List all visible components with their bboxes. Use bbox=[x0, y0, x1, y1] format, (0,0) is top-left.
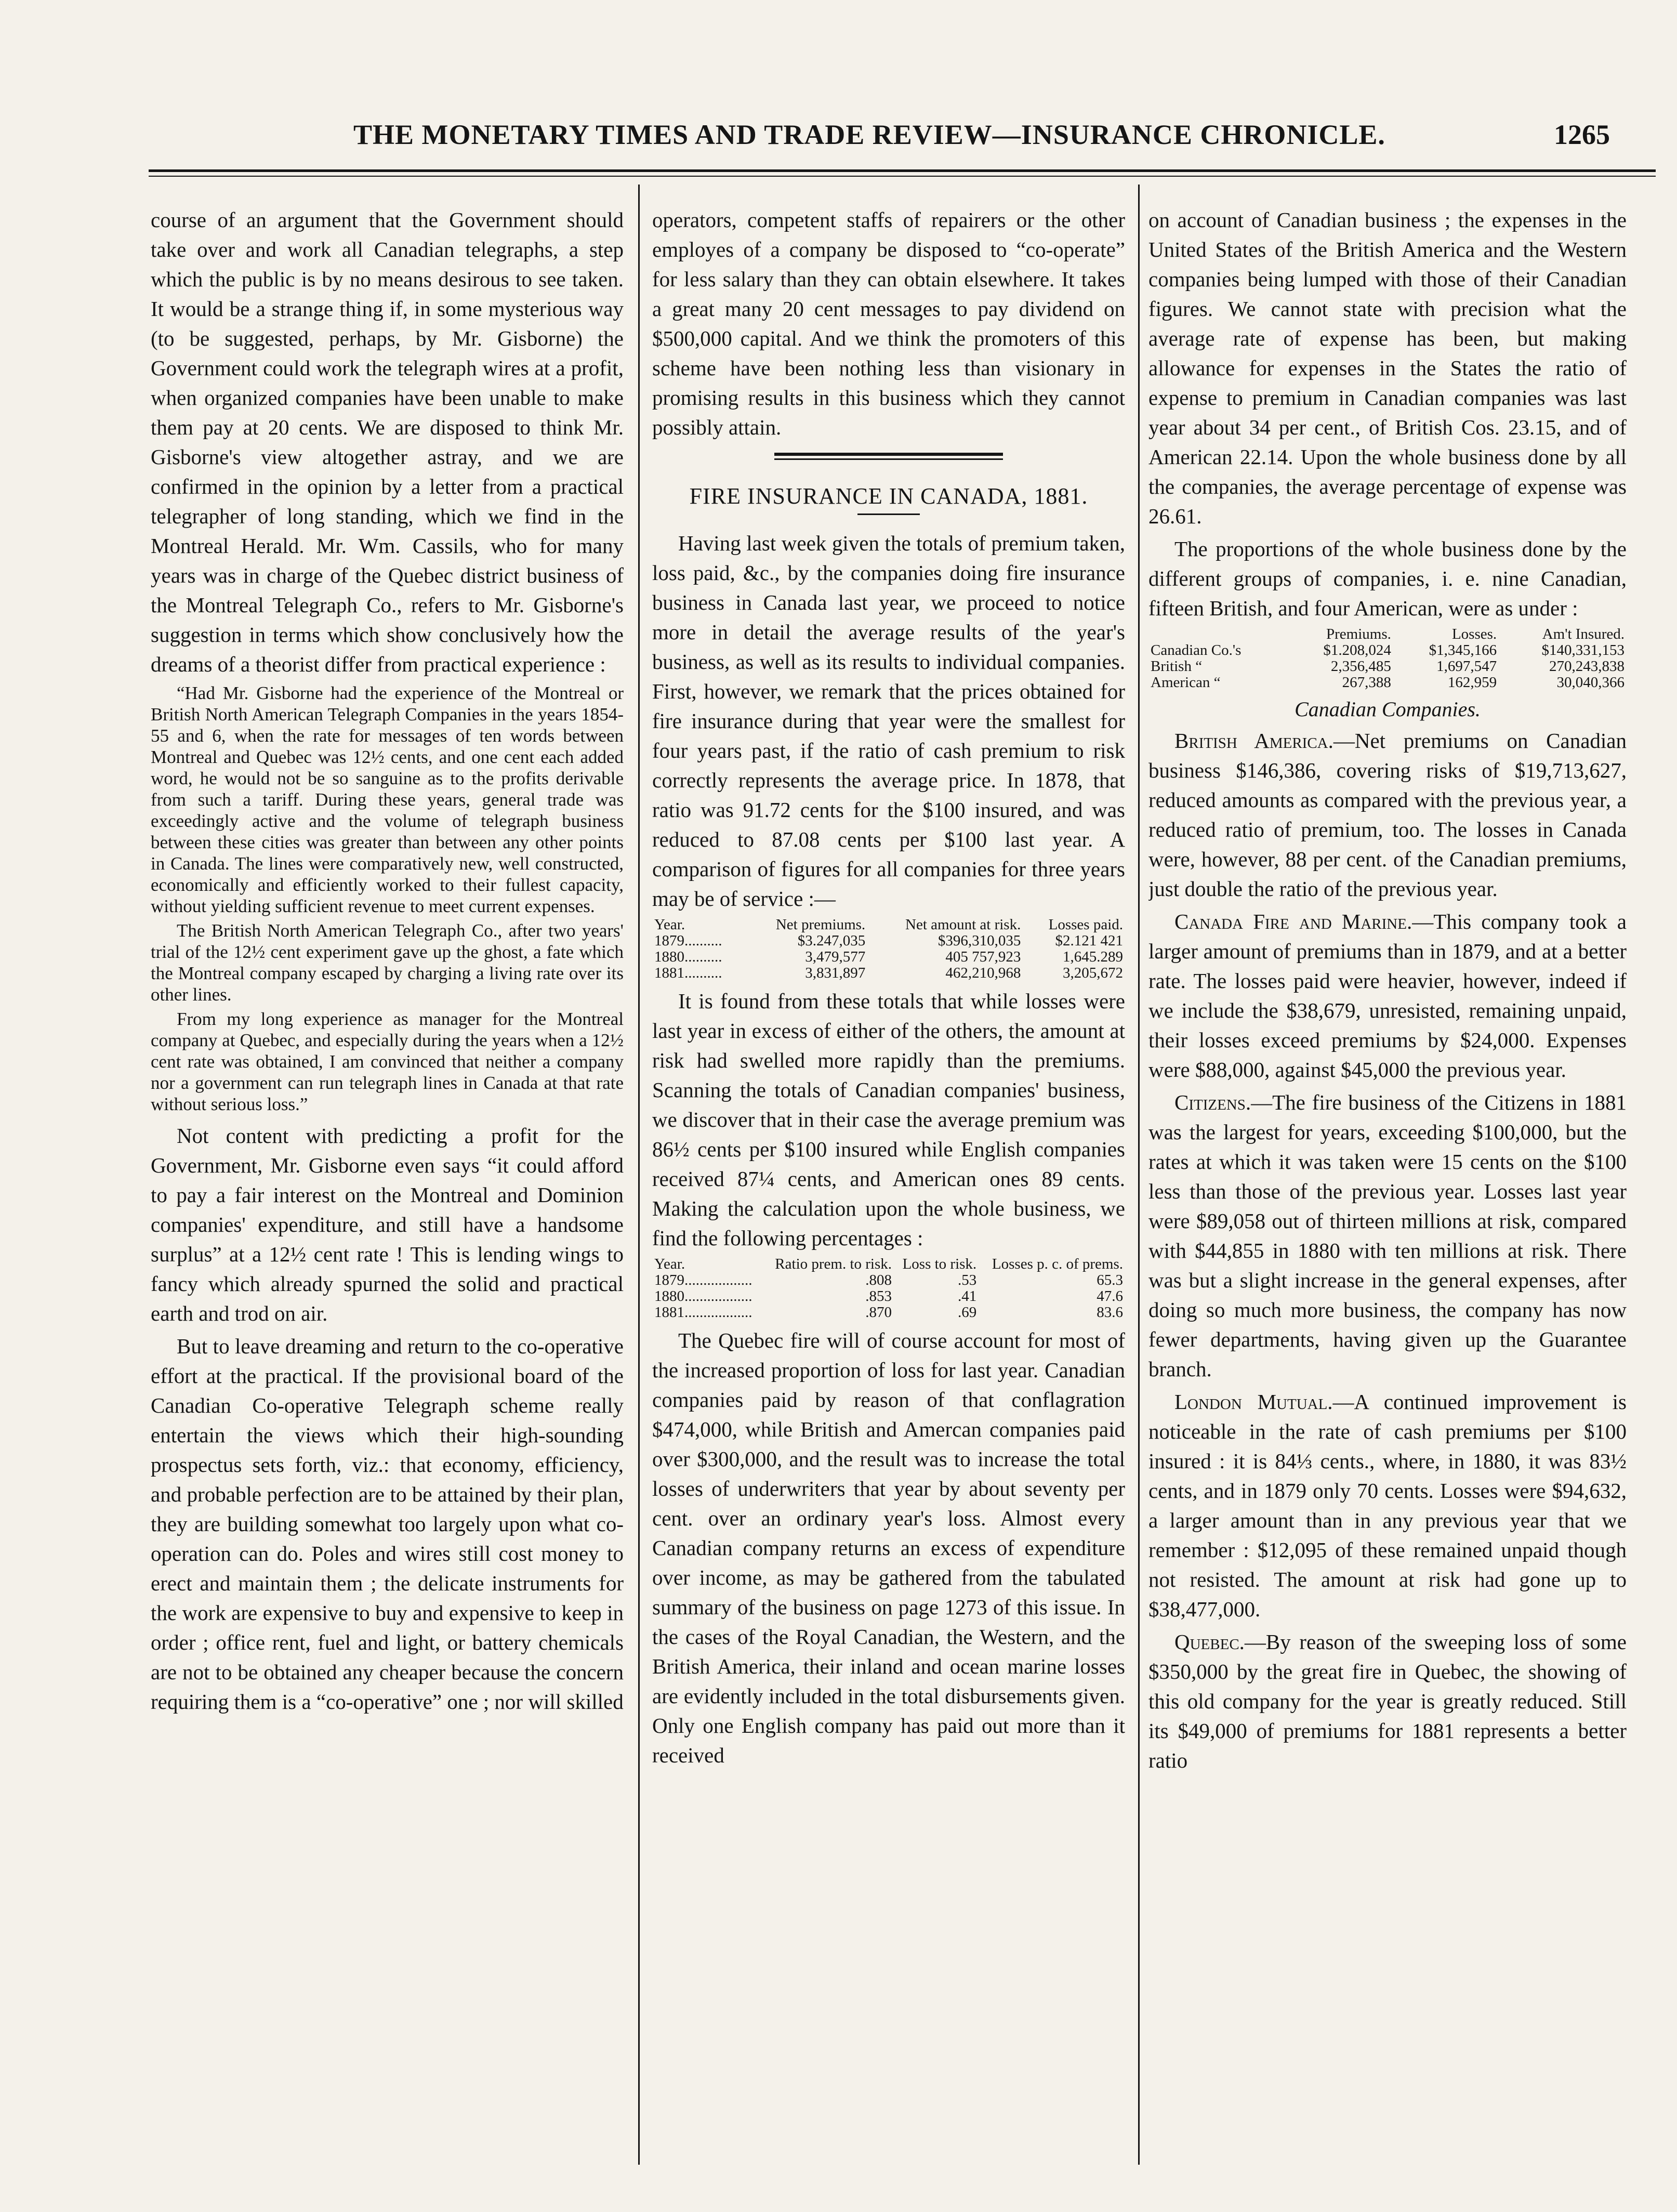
table-cell: .53 bbox=[957, 1272, 977, 1288]
column-2 bbox=[652, 205, 1125, 2180]
table-header bbox=[1148, 626, 1288, 642]
heading-rule bbox=[857, 514, 920, 515]
table-cell: 1,645.289 bbox=[1063, 949, 1123, 965]
table-cell: $396,310,035 bbox=[937, 932, 1021, 949]
table-cell: .69 bbox=[957, 1304, 977, 1321]
table-row bbox=[652, 949, 1125, 965]
table-cell: 47.6 bbox=[1097, 1288, 1123, 1305]
company-name: Canada Fire and Marine. bbox=[1174, 910, 1412, 933]
table-cell: $3.247,035 bbox=[797, 932, 866, 949]
table-header: Loss to risk. bbox=[902, 1256, 977, 1272]
paragraph: operators, competent staffs of repairers or the other employes of a company be disposed to “co-operate” for less salary than they can obtain elsewhere. It takes a great many 20 cent messages to pay dividend on $500,000 capital. And we think the promoters of this scheme have been nothing less than visionary in promising results in this business which they cannot possibly attain. bbox=[652, 208, 1125, 439]
paragraph: It is found from these totals that while losses were last year in excess of either of the others, the amount at risk had swelled more rapidly than the premiums. Scanning the totals of Canadian companies' business, we discover that in their case the average premium was 86½ cents per $100 insured while English companies received 87¼ cents, and American ones 89 cents. Making the calculation upon the whole business, we find the following percentages : bbox=[652, 989, 1125, 1250]
paragraph bbox=[1148, 1627, 1627, 1775]
article-heading: FIRE INSURANCE IN CANADA, 1881. bbox=[689, 483, 1088, 509]
paragraph: on account of Canadian business ; the expenses in the United States of the British America and the Western companies being lumped with those of their Canadian figures. We cannot state with precision what the average rate of expense has been, but making allowance for expenses in the States the ratio of expense to premium in Canadian companies was last year about 34 per cent., of British Cos. 23.15, and of American 22.14. Upon the whole business done by all the companies, the average percentage of expense was 26.61. bbox=[1148, 208, 1627, 528]
paragraph: The proportions of the whole business done by the different groups of companies, i. e. nine Canadian, fifteen British, and four American, were as under : bbox=[1148, 537, 1627, 620]
paragraph: The Quebec fire will of course account for most of the increased proportion of loss for last year. Canadian companies paid by reason of that conflagration $474,000, while British and Amercan companies paid over $300,000, and the result was to increase the total losses of underwriters that year by about seventy per cent. over an ordinary year's loss. Almost every Canadian company returns an excess of expenditure over income, as may be gathered from the tabulated summary of the business on page 1273 of this issue. In the cases of the Royal Canadian, the Western, and the British America, their inland and ocean marine losses are evidently included in the total disbursements given. Only one English company has paid out more than it received bbox=[652, 1328, 1125, 1767]
company-name: Citizens. bbox=[1174, 1090, 1251, 1114]
table-header: Am't Insured. bbox=[1542, 626, 1625, 642]
table-cell: 267,388 bbox=[1342, 674, 1391, 691]
table-row bbox=[652, 1272, 1125, 1288]
letter-quote bbox=[151, 682, 624, 1115]
table-cell: 3,205,672 bbox=[1063, 965, 1123, 981]
table-header: Ratio prem. to risk. bbox=[775, 1256, 892, 1272]
paragraph-body: —The fire business of the Citizens in 1881 was the largest for years, exceeding $100,000, but the rates at which it was taken were 15 cents on the $100 less than those of the previous year. Losses last year were $89,058 out of thirteen millions at risk, compared with $44,855 in 1880 with ten millions at risk. There was but a slight increase in the general expenses, after doing so much more business, the company has now fewer departments, having given up the Guarantee branch. bbox=[1148, 1090, 1627, 1381]
table-cell: 83.6 bbox=[1097, 1304, 1123, 1321]
table-cell: .41 bbox=[957, 1288, 977, 1305]
table-cell: $1,345,166 bbox=[1429, 642, 1497, 659]
quote-paragraph: The British North American Telegraph Co., after two years' trial of the 12½ cent experiment gave up the ghost, a fate which the Montreal company escaped by charging a living rate over its other lines. bbox=[151, 920, 624, 1005]
table-header: Losses p. c. of prems. bbox=[992, 1256, 1123, 1272]
table-cell: 270,243,838 bbox=[1549, 658, 1625, 675]
table-header: Premiums. bbox=[1326, 626, 1391, 642]
table-cell: British “ bbox=[1151, 658, 1203, 675]
table-cell: .808 bbox=[865, 1272, 892, 1288]
table-cell: 30,040,366 bbox=[1556, 674, 1625, 691]
table-cell: 2,356,485 bbox=[1330, 658, 1391, 675]
paragraph bbox=[1148, 726, 1627, 904]
table-cell: 1881.......... bbox=[654, 965, 722, 981]
table-cell: 3,479,577 bbox=[805, 949, 866, 965]
table-header: Net amount at risk. bbox=[905, 916, 1021, 933]
paragraph-body: —Net premiums on Canadian business $146,386, covering risks of $19,713,627, reduced amounts as compared with the previous year, a reduced ratio of premium, too. The losses in Canada were, however, 88 per cent. of the Canadian premiums, just double the ratio of the previous year. bbox=[1148, 729, 1627, 901]
quote-paragraph: From my long experience as manager for the Montreal company at Quebec, and especially during the years when a 12½ cent rate was obtained, I am convinced that neither a company nor a government can run telegraph lines in Canada at that rate without serious loss.” bbox=[151, 1009, 624, 1114]
page-number: 1265 bbox=[1554, 119, 1610, 150]
table-row bbox=[652, 1305, 1125, 1321]
paragraph: Not content with predicting a profit for the Government, Mr. Gisborne even says “it could afford to pay a fair interest on the Montreal and Dominion companies' expenditure, and still have a handsome surplus” at a 12½ cent rate ! This is lending wings to fancy which already spurned the solid and practical earth and trod on air. bbox=[151, 1124, 624, 1325]
table-cell: 1880.................. bbox=[654, 1288, 752, 1305]
table-cell: 1879.................. bbox=[654, 1272, 752, 1288]
paragraph-body: —This company took a larger amount of premiums than in 1879, and at a better rate. The losses paid were heavier, however, indeed if we include the $38,679, unresisted, remaining unpaid, their losses exceed premiums by $24,000. Expenses were $88,000, against $45,000 the previous year. bbox=[1148, 910, 1627, 1082]
table-cell: 65.3 bbox=[1097, 1272, 1123, 1288]
table-row bbox=[1148, 659, 1627, 675]
paragraph bbox=[1148, 1088, 1627, 1384]
table-header: Net premiums. bbox=[775, 916, 866, 933]
table-row bbox=[652, 1288, 1125, 1305]
table-row bbox=[1148, 675, 1627, 691]
paragraph bbox=[1148, 907, 1627, 1085]
header-rule-thick bbox=[149, 169, 1656, 172]
table-cell: 3,831,897 bbox=[805, 965, 866, 981]
table-cell: .853 bbox=[865, 1288, 892, 1305]
table-header: Losses. bbox=[1451, 626, 1497, 642]
company-groups-table bbox=[1148, 626, 1627, 691]
table-header: Year. bbox=[654, 916, 685, 933]
three-year-comparison-table bbox=[652, 917, 1125, 981]
table-cell: .870 bbox=[865, 1304, 892, 1321]
paragraph-body: —By reason of the sweeping loss of some $350,000 by the great fire in Quebec, the showing of this old company for the year is greatly reduced. Still its $49,000 of premiums for 1881 represents a better ratio bbox=[1148, 1630, 1627, 1772]
table-cell: 1,697,547 bbox=[1436, 658, 1497, 675]
paragraph: course of an argument that the Government should take over and work all Canadian telegraphs, a step which the public is by no means desirous to see taken. It would be a strange thing if, in some mysterious way (to be suggested, perhaps, by Mr. Gisborne) the Government could work the telegraph wires at a profit, when organized companies have been unable to make them pay at 20 cents. We are disposed to think Mr. Gisborne's view altogether astray, and we are confirmed in the opinion by a letter from a practical telegrapher of long standing, which we find in the Montreal Herald. Mr. Wm. Cassils, who for many years was in charge of the Quebec district business of the Montreal Telegraph Co., refers to Mr. Gisborne's suggestion in terms which show conclusively how the dreams of a theorist differ from practical experience : bbox=[151, 208, 624, 676]
percentages-table bbox=[652, 1256, 1125, 1321]
paragraph bbox=[1148, 1387, 1627, 1624]
section-caption: Canadian Companies. bbox=[1295, 697, 1481, 721]
table-cell: 462,210,968 bbox=[945, 965, 1021, 981]
paragraph-body: —A continued improvement is noticeable in the rate of cash premiums per $100 insured : it is 84⅓ cents., where, in 1880, it was 83½ cents, and in 1879 only 70 cents. Losses were $94,632, a larger amount than in any previous year that we remember : $12,095 of these remained unpaid though not resisted. The amount at risk had gone up to $38,477,000. bbox=[1148, 1390, 1627, 1621]
table-cell: 1880.......... bbox=[654, 949, 722, 965]
table-cell: 1879.......... bbox=[654, 932, 722, 949]
table-header: Losses paid. bbox=[1048, 916, 1123, 933]
table-cell: $140,331,153 bbox=[1541, 642, 1625, 659]
table-row bbox=[1148, 642, 1627, 659]
table-cell: 1881.................. bbox=[654, 1304, 752, 1321]
table-cell: Canadian Co.'s bbox=[1151, 642, 1242, 659]
table-cell: 405 757,923 bbox=[945, 949, 1021, 965]
column-divider-2 bbox=[1138, 185, 1140, 2165]
company-name: London Mutual. bbox=[1174, 1390, 1333, 1414]
table-cell: $2.121 421 bbox=[1055, 932, 1123, 949]
quote-paragraph: “Had Mr. Gisborne had the experience of the Montreal or British North American Telegraph Companies in the years 1854-55 and 6, when the rate for messages of ten words between Montreal and Quebec was 12½ cents, and one cent each added word, he would not be so sanguine as to the profits derivable from such a tariff. During these years, general trade was exceedingly active and the volume of telegraph business between these cities was greater than between any other points in Canada. The lines were comparatively new, well constructed, economically and efficiently worked to their fullest capacity, without yielding sufficient revenue to meet current expenses. bbox=[151, 683, 624, 916]
company-name: Quebec. bbox=[1174, 1630, 1245, 1654]
table-cell: 162,959 bbox=[1447, 674, 1497, 691]
table-row bbox=[652, 933, 1125, 949]
running-head: THE MONETARY TIMES AND TRADE REVIEW—INSURANCE CHRONICLE. bbox=[353, 119, 1385, 150]
header-rule-thin bbox=[149, 176, 1656, 177]
company-name: British America. bbox=[1174, 729, 1333, 753]
table-header: Year. bbox=[654, 1256, 685, 1272]
table-row bbox=[652, 965, 1125, 981]
table-cell: $1.208,024 bbox=[1323, 642, 1391, 659]
paragraph: But to leave dreaming and return to the co-operative effort at the practical. If the provisional board of the Canadian Co-operative Telegraph scheme really entertain the views which their high-sounding prospectus sets forth, viz.: that economy, efficiency, and probable perfection are to be attained by their plan, they are building somewhat too largely upon what co-operation can do. Poles and wires still cost money to erect and maintain them ; the delicate instruments for the work are expensive to buy and expensive to keep in order ; office rent, fuel and light, or battery chemicals are not to be obtained any cheaper because the concern requiring them is a “co-operative” one ; nor will skilled bbox=[151, 1334, 624, 1714]
column-1 bbox=[151, 205, 624, 2180]
table-cell: American “ bbox=[1151, 674, 1221, 691]
column-divider-1 bbox=[638, 185, 640, 2165]
column-3 bbox=[1148, 205, 1627, 2180]
paragraph: Having last week given the totals of premium taken, loss paid, &c., by the companies doing fire insurance business in Canada last year, we proceed to notice more in detail the average results of the year's business, as well as its results to individual companies. First, however, we remark that the prices obtained for fire insurance during that year were the smallest for four years past, if the ratio of cash premium to risk correctly represents the average price. In 1878, that ratio was 91.72 cents for the $100 insured, and was reduced to 87.08 cents per $100 last year. A comparison of figures for all companies for three years may be of service :— bbox=[652, 531, 1125, 911]
section-divider bbox=[774, 453, 1003, 460]
